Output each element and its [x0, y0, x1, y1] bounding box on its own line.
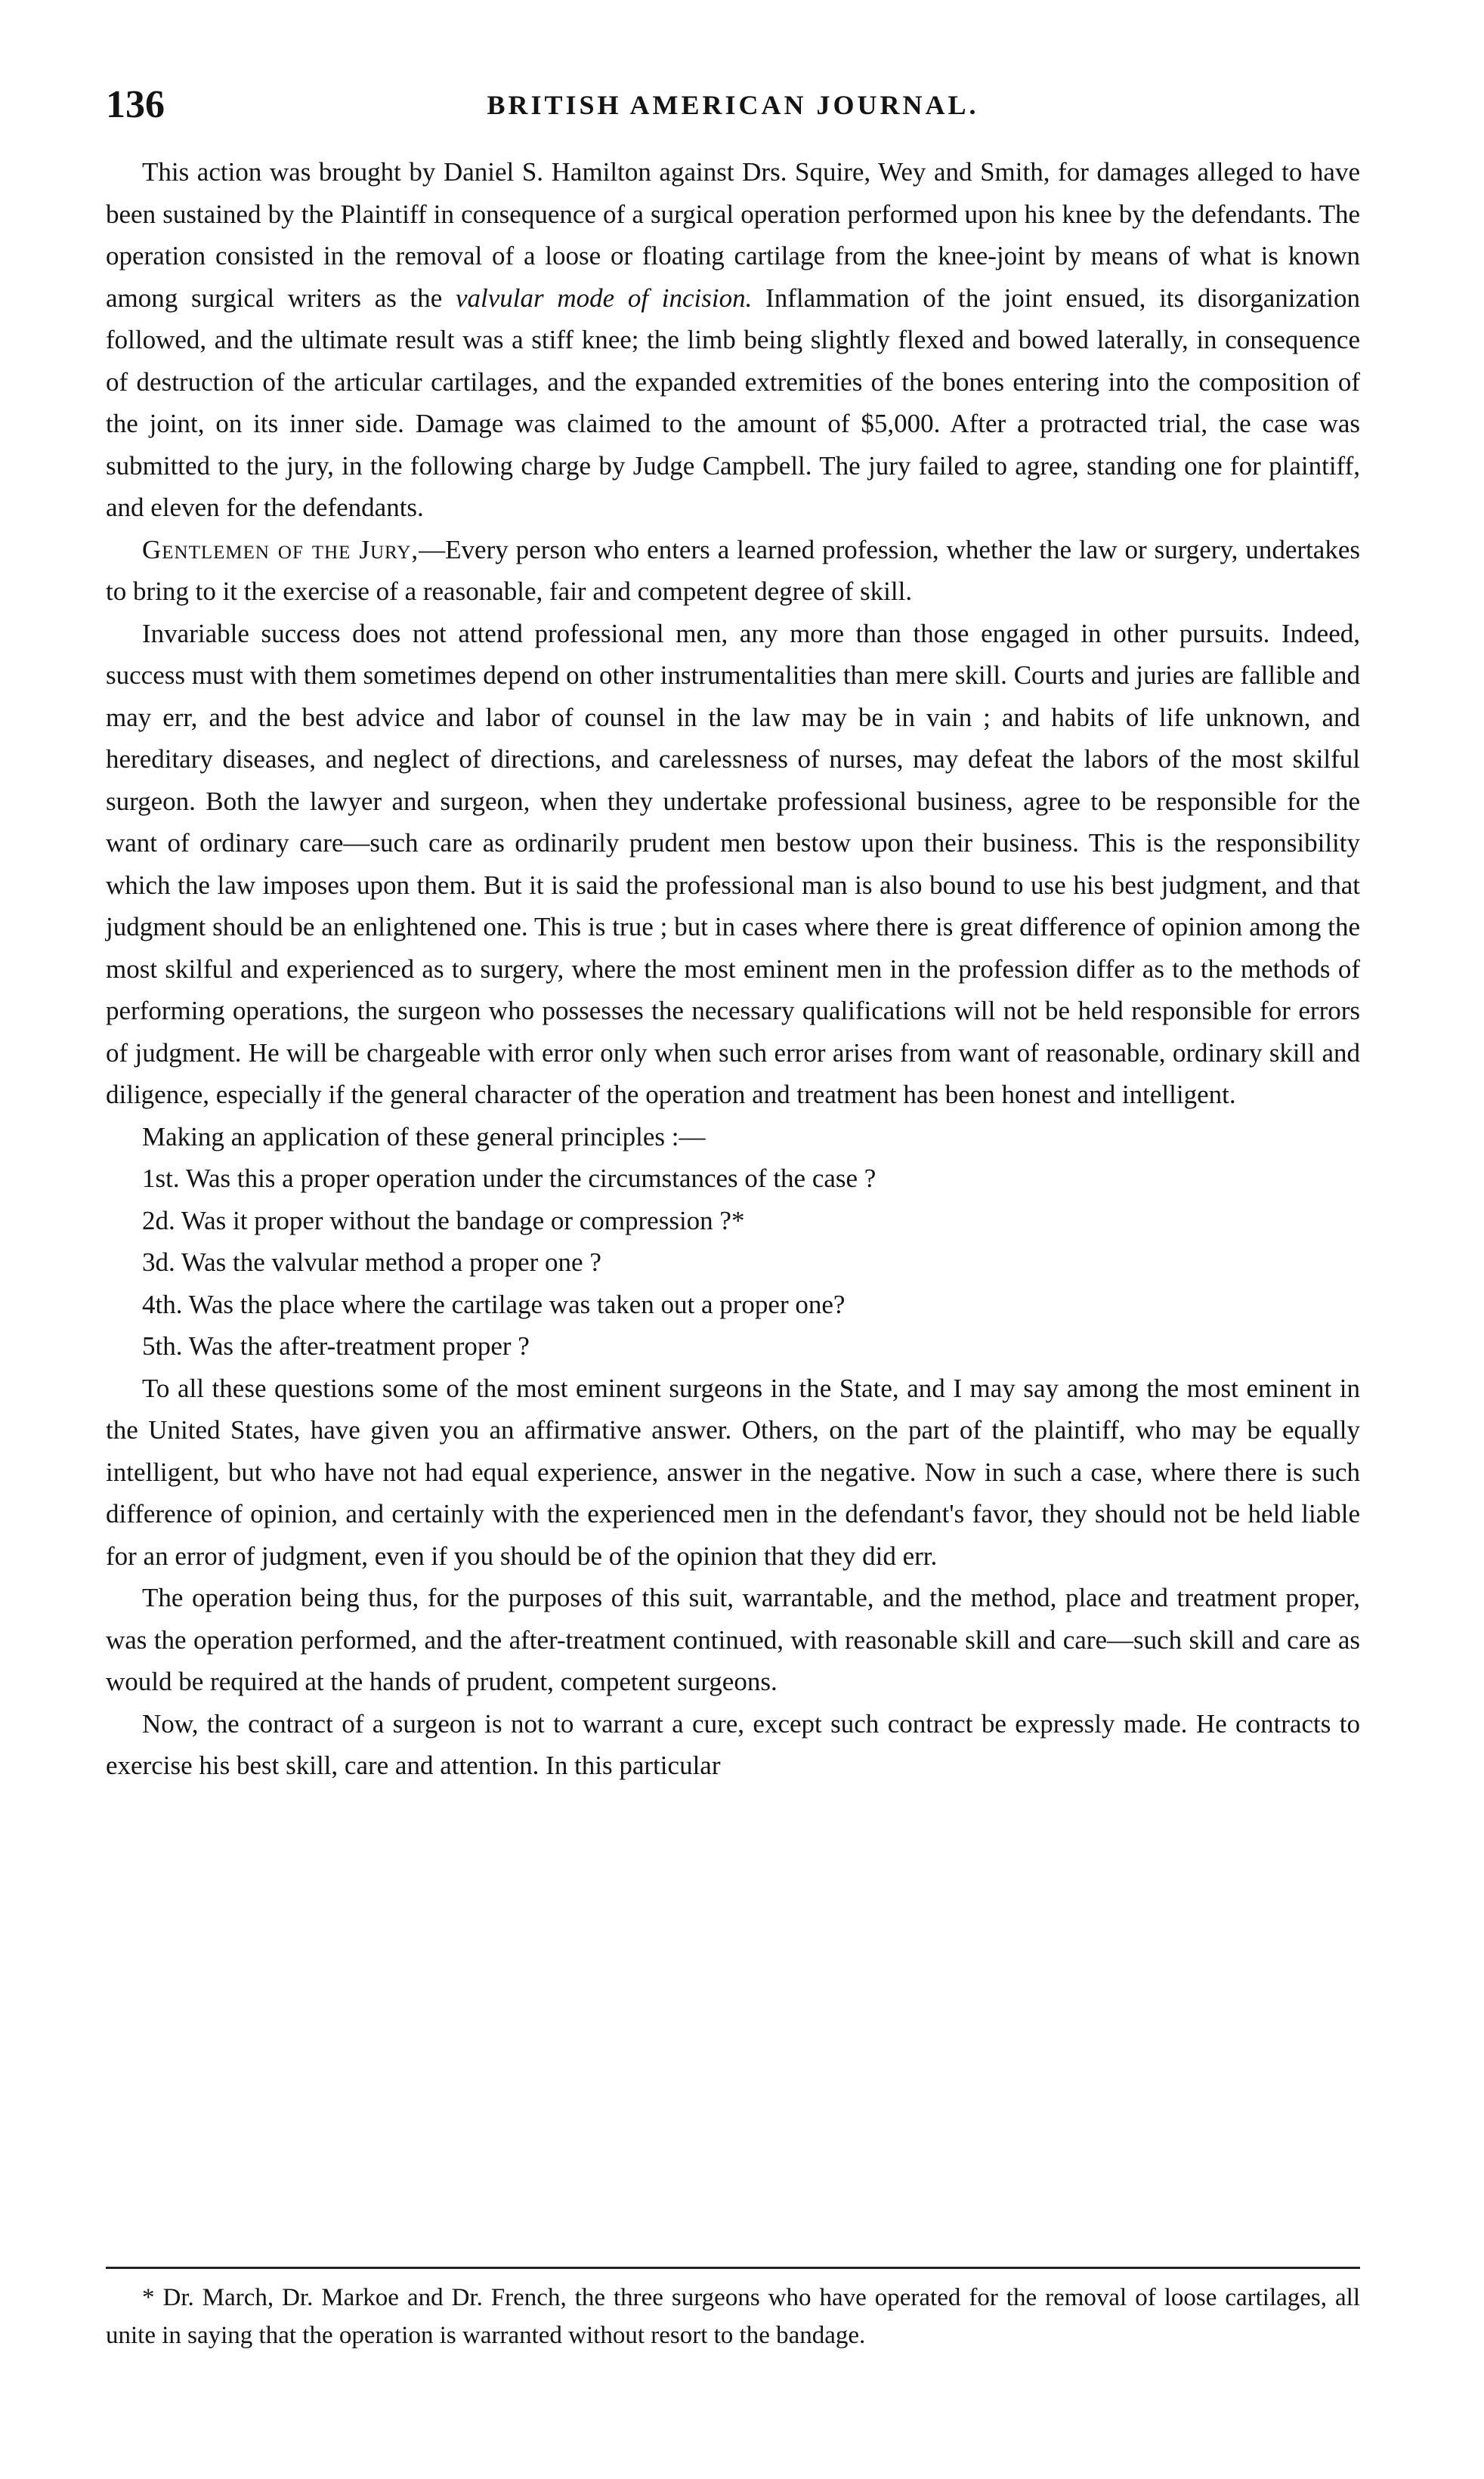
jury-address-text: —Every person who enters a learned profession, whether the law or surgery, undertakes to bring to it the exercise of a reasonable, fair and competent degree of skill.: [106, 534, 1360, 606]
page-header: [106, 79, 1360, 131]
running-title: BRITISH AMERICAN JOURNAL.: [487, 90, 979, 120]
footnote: [106, 2279, 1360, 2354]
question-item: 3d. Was the valvular method a proper one ?: [142, 1247, 601, 1277]
paragraph-expert-opinion: To all these questions some of the most eminent surgeons in the State, and I may say among the most eminent in the United States, have given you an affirmative answer. Others, on the part of the plaintiff, who may be equally intelligent, but who have not had equal experience, answer in the negative. Now in such a case, where there is such difference of opinion, and certainly with the experienced men in the defendant's favor, they should not be held liable for an error of judgment, even if you should be of the opinion that they did err.: [106, 1373, 1360, 1571]
question-item: 5th. Was the after-treatment proper ?: [142, 1331, 530, 1361]
jury-salutation: Gentlemen of the Jury,: [142, 534, 419, 564]
question-item: 4th. Was the place where the cartilage was taken out a proper one?: [142, 1289, 846, 1319]
article-body: [106, 151, 1360, 1787]
paragraph-operation-warrantable: The operation being thus, for the purposes of this suit, warrantable, and the method, place and treatment proper, was the operation performed, and the after-treatment continued, with reasonable skill and care—such skill and care as would be required at the hands of prudent, competent surgeons.: [106, 1583, 1360, 1696]
paragraph-case-summary: [106, 151, 1360, 529]
case-summary-text: This action was brought by Daniel S. Hamilton against Drs. Squire, Wey and Smith, for damages alleged to have been sustained by the Plaintiff in consequence of a surgical operation performed upon his knee by the defendants. The operation consisted in the removal of a loose or floating cartilage from the knee-joint by means of what is known among surgical writers as the: [106, 157, 1360, 313]
questions-intro: Making an application of these general principles :—: [142, 1121, 706, 1151]
paragraph-jury-address: [106, 529, 1360, 613]
question-item: 2d. Was it proper without the bandage or compression ?*: [142, 1205, 745, 1235]
valvular-mode-term: valvular mode of incision.: [456, 283, 753, 313]
footnote-divider: [106, 2267, 1360, 2269]
paragraph-surgeon-contract: Now, the contract of a surgeon is not to warrant a cure, except such contract be expressly made. He contracts to exercise his best skill, care and attention. In this particular: [106, 1708, 1360, 1780]
question-item: 1st. Was this a proper operation under the circumstances of the case ?: [142, 1164, 876, 1193]
paragraph-professional-success: Invariable success does not attend professional men, any more than those engaged in other pursuits. Indeed, success must with them sometimes depend on other instrumentalities than mere skill. Courts and juries are fallible and may err, and the best advice and labor of counsel in the law may be in vain ; and habits of life unknown, and hereditary diseases, and neglect of directions, and carelessness of nurses, may defeat the labors of the most skilful surgeon. Both the lawyer and surgeon, when they undertake professional business, agree to be responsible for the want of ordinary care—such care as ordinarily prudent men bestow upon their business. This is the responsibility which the law imposes upon them. But it is said the professional man is also bound to use his best judgment, and that judgment should be an enlightened one. This is true ; but in cases where there is great difference of opinion among the most skilful and experienced as to surgery, where the most eminent men in the profession differ as to the methods of performing operations, the surgeon who possesses the necessary qualifications will not be held responsible for errors of judgment. He will be chargeable with error only when such error arises from want of reasonable, ordinary skill and diligence, especially if the general character of the operation and treatment has been honest and intelligent.: [106, 618, 1360, 1109]
page-number: 136: [106, 83, 165, 126]
footnote-text: * Dr. March, Dr. Markoe and Dr. French, the three surgeons who have operated for the removal of loose cartilages, all unite in saying that the operation is warranted without resort to the bandage.: [106, 2284, 1360, 2349]
case-summary-text-end: Inflammation of the joint ensued, its disorganization followed, and the ultimate result was a stiff knee; the limb being slightly flexed and bowed laterally, in consequence of destruction of the articular cartilages, and the expanded extremities of the bones entering into the composition of the joint, on its inner side. Damage was claimed to the amount of $5,000. After a protracted trial, the case was submitted to the jury, in the following charge by Judge Campbell. The jury failed to agree, standing one for plaintiff, and eleven for the defendants.: [106, 283, 1360, 522]
